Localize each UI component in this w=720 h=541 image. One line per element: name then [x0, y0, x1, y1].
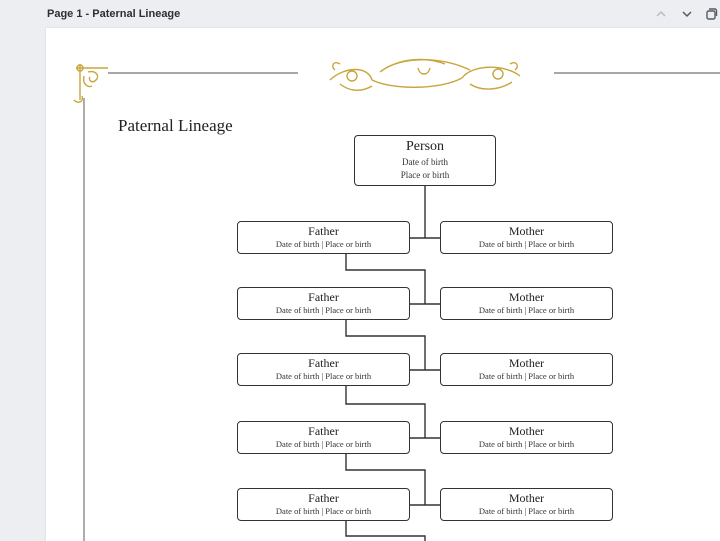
mother-name: Mother: [508, 356, 545, 370]
document-title: Paternal Lineage: [118, 116, 233, 135]
person-date-of-birth: Date of birth: [402, 157, 448, 167]
father-name: Father: [308, 424, 339, 438]
father-box-gen-4[interactable]: [237, 421, 410, 454]
father-name: Father: [308, 224, 339, 238]
father-details: Date of birth | Place or birth: [275, 506, 372, 516]
mother-details: Date of birth | Place or birth: [478, 239, 575, 249]
mother-name: Mother: [508, 290, 545, 304]
father-name: Father: [308, 356, 339, 370]
father-box-gen-2[interactable]: [237, 287, 410, 320]
mother-details: Date of birth | Place or birth: [478, 439, 575, 449]
father-box-gen-1[interactable]: [237, 221, 410, 254]
father-box-gen-3[interactable]: [237, 353, 410, 386]
person-box[interactable]: [354, 135, 496, 186]
mother-name: Mother: [508, 424, 545, 438]
person-name: Person: [405, 139, 445, 154]
father-name: Father: [308, 290, 339, 304]
mother-details: Date of birth | Place or birth: [478, 506, 575, 516]
mother-name: Mother: [508, 224, 545, 238]
page-label[interactable]: Page 1 - Paternal Lineage: [47, 8, 181, 20]
mother-details: Date of birth | Place or birth: [478, 371, 575, 381]
father-box-gen-5[interactable]: [237, 488, 410, 521]
father-name: Father: [308, 491, 339, 505]
mother-details: Date of birth | Place or birth: [478, 305, 575, 315]
father-details: Date of birth | Place or birth: [275, 439, 372, 449]
mother-box-gen-5[interactable]: [440, 488, 613, 521]
mother-box-gen-3[interactable]: [440, 353, 613, 386]
father-details: Date of birth | Place or birth: [275, 305, 372, 315]
father-details: Date of birth | Place or birth: [275, 371, 372, 381]
father-details: Date of birth | Place or birth: [275, 239, 372, 249]
mother-box-gen-1[interactable]: [440, 221, 613, 254]
mother-box-gen-4[interactable]: [440, 421, 613, 454]
mother-name: Mother: [508, 491, 545, 505]
person-place-of-birth: Place or birth: [400, 170, 450, 180]
mother-box-gen-2[interactable]: [440, 287, 613, 320]
